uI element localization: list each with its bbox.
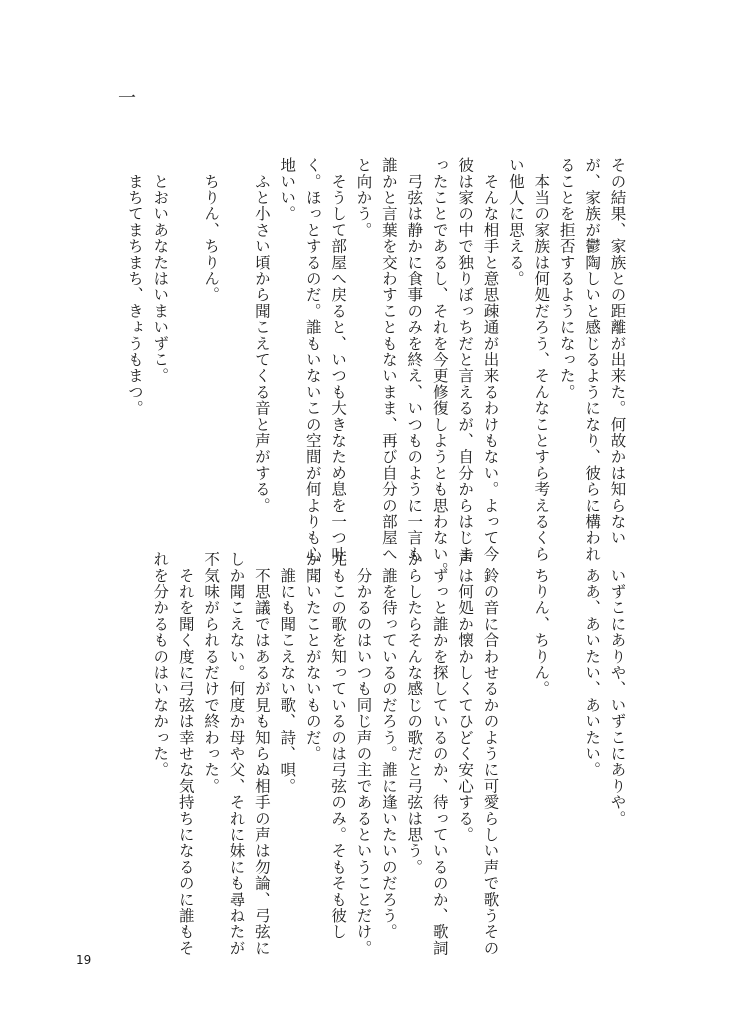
page-number: 19 [76, 953, 92, 967]
text-column: く。ほっとするのだ。誰もいないこの空間が何よりも心 [303, 157, 322, 562]
text-column: ふと小さい頃から聞こえてくる音と声がする。 [252, 157, 271, 514]
text-column: 地いい。 [278, 157, 297, 222]
text-column: ることを拒否するようになった。 [557, 157, 576, 400]
text-column: ちりん、ちりん。 [202, 157, 221, 303]
text-column: まちてまちまち、きょうもまつ。 [125, 157, 144, 417]
text-column: 彼は家の中で独りぼっちだと言えるが、自分からはじま [456, 157, 475, 562]
text-column: それを聞く度に弓弦は幸せな気持ちになるのに誰もそ [176, 551, 195, 956]
text-column: ずっと誰かを探しているのか、待っているのか、歌詞 [430, 551, 449, 956]
text-column: 本当の家族は何処だろう、そんなことすら考えるくら [532, 157, 551, 562]
text-column: 不気味がられるだけで終わった。 [202, 551, 221, 794]
text-column: 弓弦は静かに食事のみを終え、いつものように一言も [405, 157, 424, 562]
text-column: 尤もこの歌を知っているのは弓弦のみ。そもそも彼し [329, 551, 348, 940]
text-column: そうして部屋へ戻ると、いつも大きなため息を一つ吐 [329, 157, 348, 562]
text-column: そんな相手と意思疎通が出来るわけもない。よって今 [481, 157, 500, 562]
text-column: からしたらそんな感じの歌だと弓弦は思う。 [405, 551, 424, 875]
text-column: ったことであるし、それを今更修復しようとも思わない。 [430, 157, 449, 579]
text-column: その結果、家族との距離が出来た。何故かは知らない [608, 157, 627, 546]
text-column: とおいあなたはいまいずこ。 [151, 157, 170, 384]
text-column: 声は何処か懐かしくてひどく安心する。 [456, 551, 475, 843]
text-column: 誰かと言葉を交わすこともないまま、再び自分の部屋へ [379, 157, 398, 562]
text-column: い他人に思える。 [506, 157, 525, 287]
text-column: 分かるのはいつも同じ声の主であるということだけ。 [354, 551, 373, 956]
text-column: しか聞こえない。何度か母や父、それに妹にも尋ねたが [227, 551, 246, 956]
text-column: ちりん、ちりん。 [532, 551, 551, 697]
section-mark: 一 [118, 88, 136, 109]
text-column: 誰を待っているのだろう。誰に逢いたいのだろう。 [379, 551, 398, 940]
text-column: いずこにありや、いずこにありや。 [608, 551, 627, 827]
text-column: ああ、あいたい、あいたい。 [583, 551, 602, 778]
text-column: 不思議ではあるが見も知らぬ相手の声は勿論、弓弦に [252, 551, 271, 956]
text-column: と向かう。 [354, 157, 373, 238]
text-column: が、家族が鬱陶しいと感じるようになり、彼らに構われ [583, 157, 602, 562]
text-column: か聞いたことがないものだ。 [303, 551, 322, 762]
text-column: れを分かるものはいなかった。 [151, 551, 170, 778]
text-column: 鈴の音に合わせるかのように可愛らしい声で歌うその [481, 551, 500, 956]
text-column: 誰にも聞こえない歌、詩、唄。 [278, 551, 297, 794]
